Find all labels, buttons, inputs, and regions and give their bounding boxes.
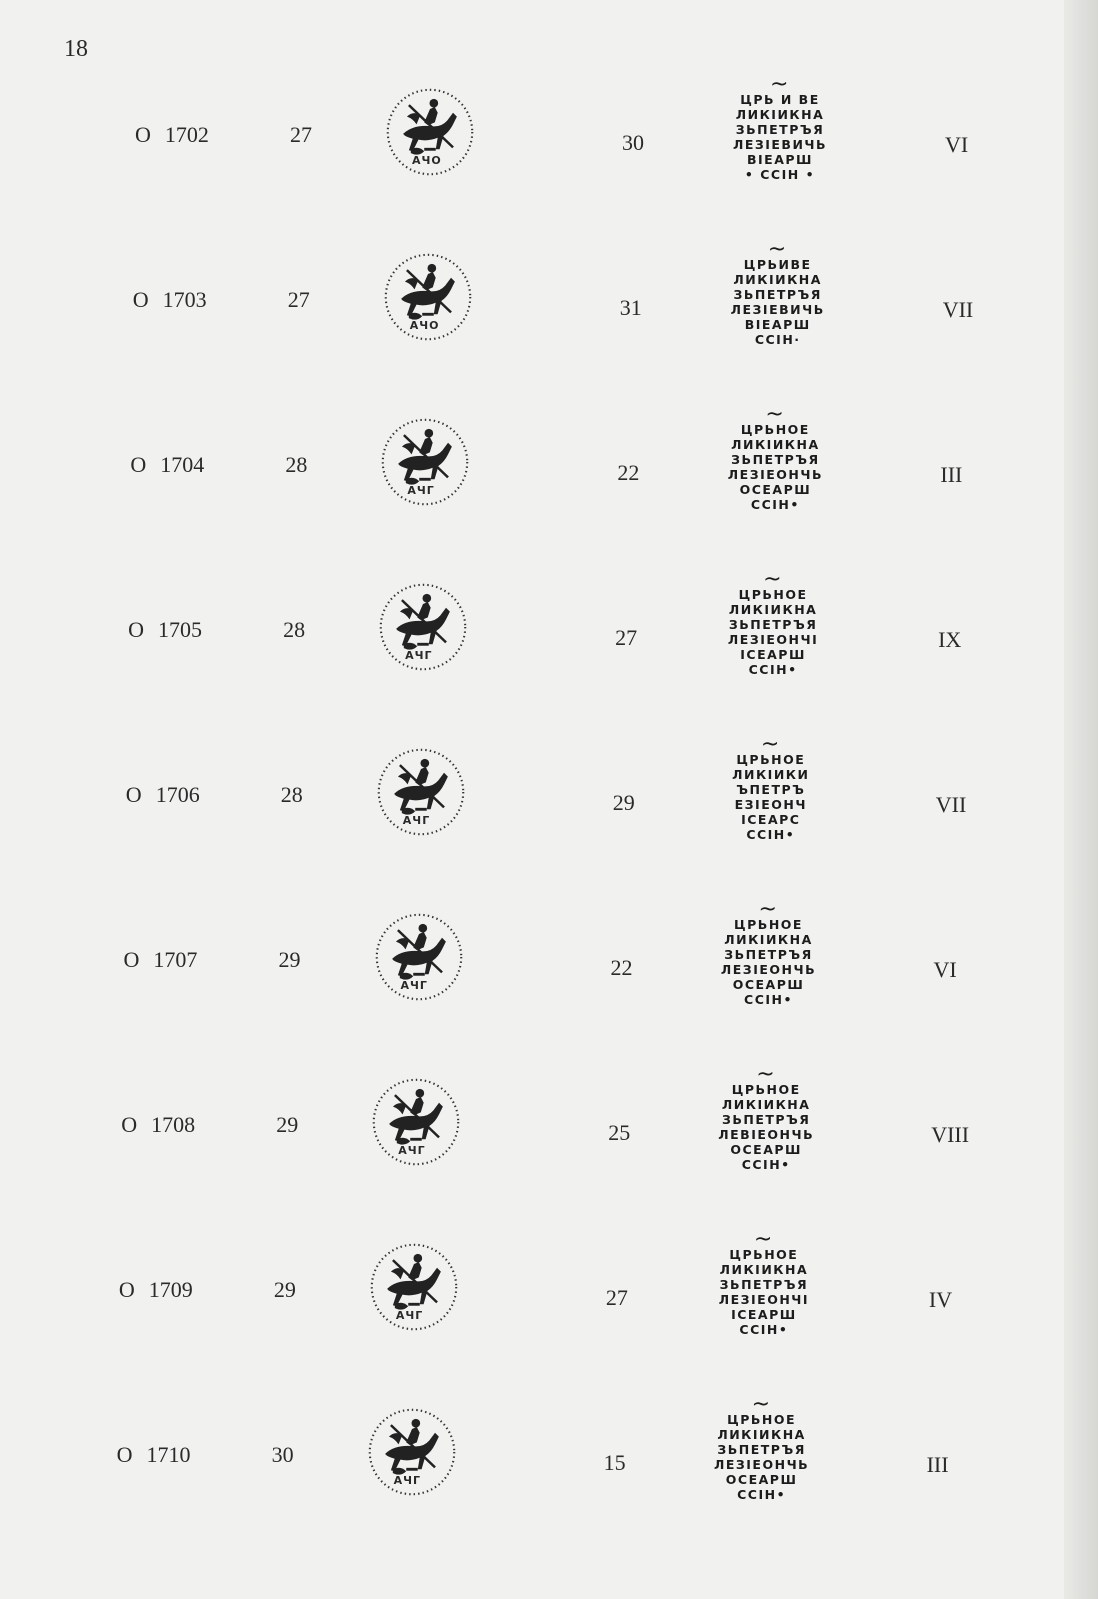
obverse-count: 29 [276, 1112, 299, 1137]
inscription-line: ЪПЕТРЪ [736, 782, 806, 797]
catalog-number [119, 1277, 193, 1303]
catalog-prefix: О [123, 947, 140, 972]
inscription-line: ССІН• [739, 1322, 789, 1337]
titlo-mark-icon: ~ [758, 897, 779, 922]
obverse-date-mark: АЧО [409, 319, 440, 332]
inscription-line: ЛИКІИКНА [724, 932, 813, 947]
inscription-line: ССІН• [737, 1487, 787, 1502]
obverse-count: 27 [290, 122, 312, 147]
catalog-row [0, 1227, 1098, 1363]
inscription-line: ЗЬПЕТРЪЯ [721, 1112, 811, 1127]
inscription-line: ЦРЬНОЕ [727, 1412, 797, 1427]
inscription-line: ССІН• [744, 992, 793, 1007]
catalog-number [117, 1442, 191, 1468]
obverse-date-mark: АЧГ [400, 979, 428, 992]
reverse-inscription [686, 1062, 846, 1172]
catalog-number [135, 122, 209, 148]
inscription-line: ССІН• [741, 1157, 791, 1172]
obverse-image [364, 1402, 460, 1502]
roman-numeral: VI [945, 132, 969, 157]
inscription-line: ЗЬПЕТРЪЯ [719, 1277, 809, 1292]
inscription-line: ЦРЬНОЕ [736, 752, 806, 767]
inscription-line: ЛЕЗІЕВИЧЬ [732, 137, 828, 152]
obverse-date-mark: АЧГ [405, 649, 433, 662]
catalog-year: 1706 [155, 782, 200, 807]
roman-numeral: III [940, 462, 963, 487]
inscription-line: ІСЕАРШ [740, 647, 806, 662]
inscription-line: ЦРЬНОЕ [729, 1247, 799, 1262]
inscription-line: ОСЕАРШ [739, 482, 812, 497]
inscription-line: ЛЕЗІЕОНЧЬ [727, 467, 823, 482]
obverse-image [371, 907, 467, 1007]
titlo-mark-icon: ~ [767, 237, 788, 262]
inscription-line: ЦРЬНОЕ [731, 1082, 801, 1097]
catalog-year: 1708 [151, 1112, 196, 1137]
roman-numeral: III [926, 1452, 949, 1477]
roman-numeral: IV [928, 1287, 953, 1312]
inscription-line: ЗЬПЕТРЪЯ [717, 1442, 806, 1457]
reverse-count: 15 [603, 1450, 626, 1475]
titlo-mark-icon: ~ [765, 402, 786, 427]
roman-numeral: VII [942, 297, 974, 322]
catalog-number [133, 287, 207, 313]
reverse-count: 30 [622, 130, 644, 155]
obverse-count: 28 [283, 617, 306, 642]
inscription-line: ЕЗІЕОНЧ [734, 797, 807, 812]
catalog-year: 1710 [146, 1442, 191, 1467]
roman-numeral: VI [933, 957, 957, 982]
reverse-count: 27 [605, 1285, 628, 1310]
catalog-year: 1709 [148, 1277, 193, 1302]
inscription-line: ЛЕВІЕОНЧЬ [718, 1127, 815, 1142]
inscription-line: • ССІН • [744, 167, 816, 182]
reverse-inscription [698, 237, 858, 347]
titlo-mark-icon: ~ [751, 1392, 772, 1417]
catalog-row [0, 72, 1098, 208]
inscription-line: ІСЕАРШ [731, 1307, 797, 1322]
obverse-date-mark: АЧГ [402, 814, 431, 827]
inscription-line: ЛИКІИКИ [732, 767, 810, 782]
titlo-mark-icon: ~ [760, 732, 781, 757]
catalog-number [126, 782, 200, 808]
catalog-number [130, 452, 204, 478]
st-george-horseman-icon [368, 1072, 464, 1172]
reverse-count: 22 [610, 955, 633, 980]
st-george-horseman-icon [375, 577, 471, 677]
obverse-count: 28 [285, 452, 308, 477]
reverse-count: 25 [608, 1120, 631, 1145]
obverse-image [368, 1072, 464, 1172]
obverse-image [373, 742, 469, 842]
inscription-line: ЛЕЗІЕОНЧІ [718, 1292, 810, 1307]
catalog-prefix: О [125, 782, 142, 807]
titlo-mark-icon: ~ [756, 1062, 777, 1087]
inscription-line: ВІЕАРШ [747, 152, 813, 167]
inscription-line: ЦРЬ И ВЕ [740, 92, 820, 107]
reverse-count: 22 [617, 460, 640, 485]
catalog-row [0, 237, 1098, 373]
catalog-row [0, 1062, 1098, 1198]
catalog-prefix: О [130, 452, 147, 477]
inscription-line: ІСЕАРС [741, 812, 801, 827]
roman-numeral: IX [938, 627, 962, 652]
obverse-date-mark: АЧО [412, 154, 442, 167]
inscription-line: ЛИКІИКНА [735, 107, 825, 122]
obverse-date-mark: АЧГ [393, 1474, 422, 1487]
inscription-line: ЦРЬИВЕ [743, 257, 812, 272]
reverse-inscription [700, 72, 860, 182]
st-george-horseman-icon [380, 247, 476, 347]
reverse-inscription [684, 1227, 844, 1337]
reverse-inscription [693, 567, 853, 677]
roman-numeral: VII [935, 792, 967, 817]
inscription-line: ЛИКІИКНА [731, 437, 820, 452]
catalog-prefix: О [121, 1112, 138, 1137]
inscription-line: ВІЕАРШ [744, 317, 811, 332]
inscription-line: ССІН· [754, 332, 801, 347]
page-number: 18 [64, 36, 88, 62]
inscription-line: ЛИКІИКНА [719, 1262, 809, 1277]
st-george-horseman-icon [382, 82, 478, 182]
reverse-count: 29 [612, 790, 635, 815]
reverse-inscription [691, 732, 851, 842]
inscription-line: ОСЕАРШ [725, 1472, 798, 1487]
inscription-line: ЛЕЗІЕВИЧЬ [730, 302, 825, 317]
catalog-prefix: О [132, 287, 149, 312]
inscription-line: ЛИКІИКНА [717, 1427, 806, 1442]
catalog-year: 1707 [153, 947, 198, 972]
st-george-horseman-icon [364, 1402, 460, 1502]
obverse-date-mark: АЧГ [398, 1144, 426, 1157]
inscription-line: ЛЕЗІЕОНЧЬ [713, 1457, 810, 1472]
inscription-line: ЦРЬНОЕ [738, 587, 808, 602]
obverse-count: 29 [278, 947, 301, 972]
catalog-row [0, 1392, 1098, 1528]
obverse-image [382, 82, 478, 182]
inscription-line: ССІН• [746, 827, 796, 842]
obverse-count: 27 [287, 287, 310, 312]
inscription-line: ССІН• [750, 497, 800, 512]
st-george-horseman-icon [371, 907, 467, 1007]
st-george-horseman-icon [377, 412, 473, 512]
roman-numeral: VIII [931, 1122, 970, 1147]
obverse-image [366, 1237, 462, 1337]
inscription-line: ОСЕАРШ [730, 1142, 802, 1157]
inscription-line: ЗЬПЕТРЪЯ [731, 452, 820, 467]
inscription-line: ЦРЬНОЕ [740, 422, 810, 437]
obverse-count: 28 [280, 782, 303, 807]
inscription-line: ЗЬПЕТРЪЯ [735, 122, 825, 137]
inscription-line: ССІН• [748, 662, 798, 677]
st-george-horseman-icon [366, 1237, 462, 1337]
catalog-year: 1702 [164, 122, 209, 147]
catalog-row [0, 567, 1098, 703]
inscription-line: ОСЕАРШ [732, 977, 805, 992]
catalog-number [124, 947, 198, 973]
obverse-date-mark: АЧГ [395, 1309, 424, 1322]
inscription-line: ЦРЬНОЕ [734, 917, 803, 932]
catalog-number [121, 1112, 195, 1138]
inscription-line: ЗЬПЕТРЪЯ [724, 947, 813, 962]
obverse-count: 29 [273, 1277, 296, 1302]
inscription-line: ЛЕЗІЕОНЧЬ [720, 962, 817, 977]
inscription-line: ЛИКІИКНА [728, 602, 818, 617]
reverse-count: 31 [619, 295, 642, 320]
obverse-image [380, 247, 476, 347]
titlo-mark-icon: ~ [763, 567, 784, 592]
catalog-year: 1704 [160, 452, 205, 477]
st-george-horseman-icon [373, 742, 469, 842]
reverse-inscription [682, 1392, 842, 1502]
inscription-line: ЗЬПЕТРЪЯ [733, 287, 822, 302]
obverse-image [377, 412, 473, 512]
inscription-line: ЛИКІИКНА [733, 272, 822, 287]
catalog-prefix: О [128, 617, 144, 642]
catalog-year: 1705 [157, 617, 202, 642]
titlo-mark-icon: ~ [770, 72, 790, 97]
reverse-count: 27 [615, 625, 638, 650]
obverse-date-mark: АЧГ [407, 484, 435, 497]
catalog-row [0, 897, 1098, 1033]
catalog-row [0, 402, 1098, 538]
obverse-image [375, 577, 471, 677]
catalog-number [128, 617, 202, 643]
obverse-count: 30 [271, 1442, 294, 1467]
inscription-line: ЛИКІИКНА [721, 1097, 811, 1112]
reverse-inscription [695, 402, 855, 512]
titlo-mark-icon: ~ [753, 1227, 774, 1252]
catalog-prefix: О [135, 122, 151, 147]
catalog-year: 1703 [162, 287, 207, 312]
catalog-prefix: О [118, 1277, 135, 1302]
inscription-line: ЗЬПЕТРЪЯ [728, 617, 818, 632]
catalog-row [0, 732, 1098, 868]
inscription-line: ЛЕЗІЕОНЧІ [727, 632, 819, 647]
catalog-prefix: О [116, 1442, 133, 1467]
reverse-inscription [689, 897, 849, 1007]
